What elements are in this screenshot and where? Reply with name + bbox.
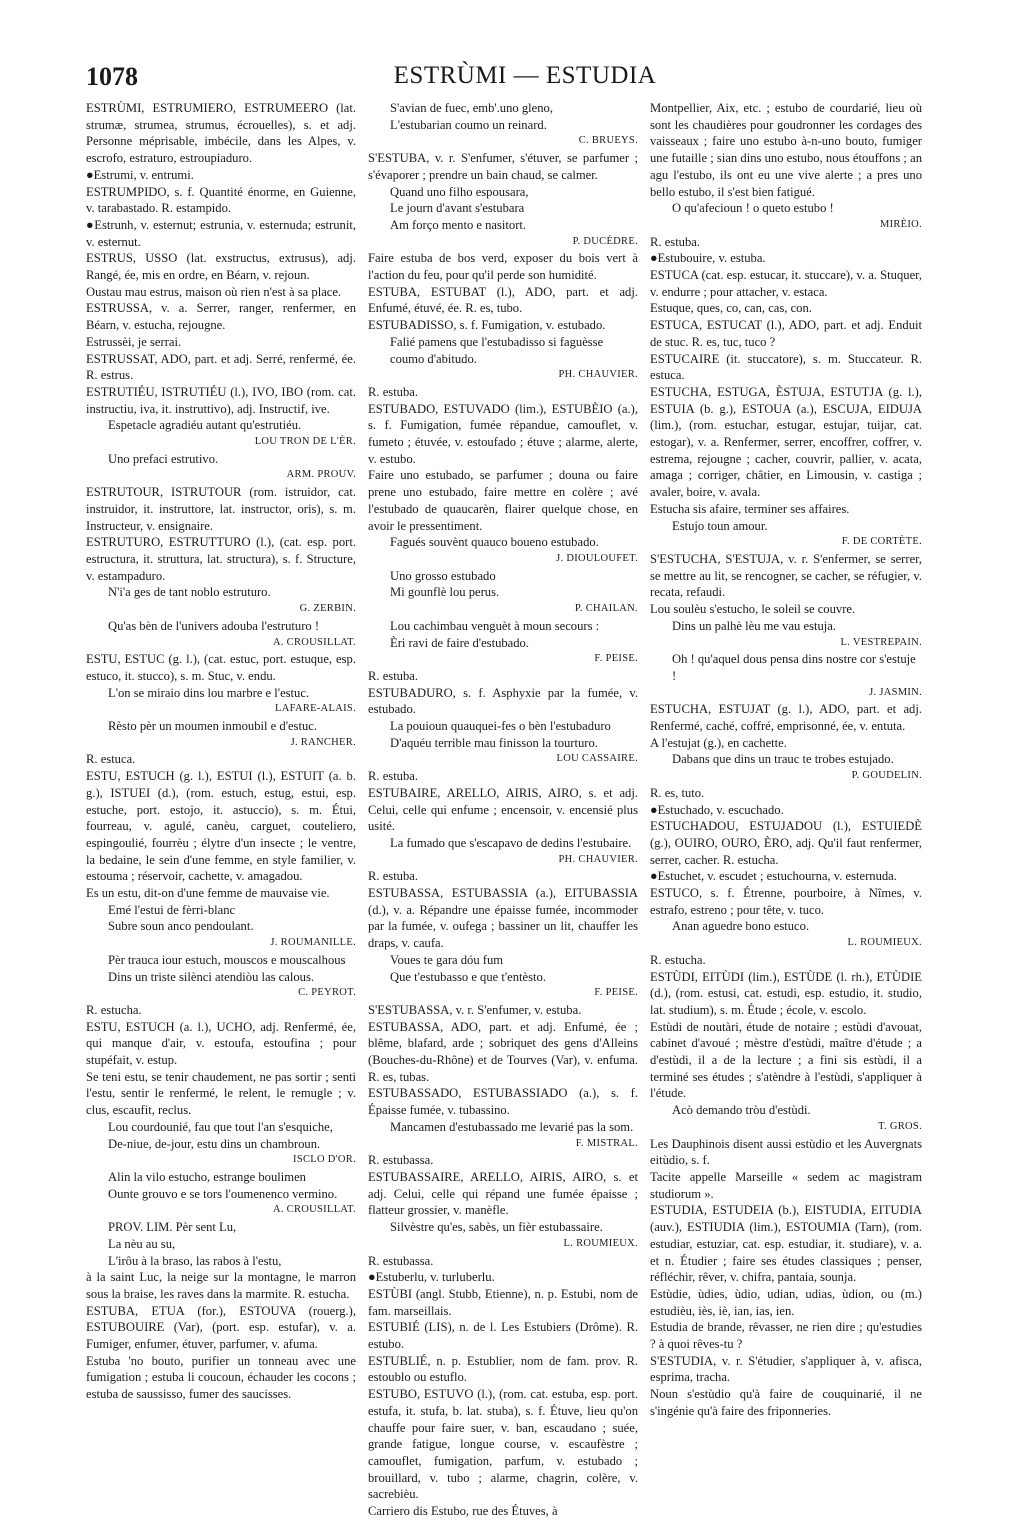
dictionary-entry: R. estuba. xyxy=(368,384,419,399)
dictionary-entry: ESTUBA, ESTUBAT (l.), ADO, part. et adj. Enfumé, étuvé, ée. R. es, tubo. xyxy=(368,284,638,316)
dictionary-entry: ESTUBA, ETUA (for.), ESTOUVA (rouerg.), ESTUBOUIRE (Var), (port. esp. estufar), v. a. Fumiger, enfumer, étuver, parfumer, v. afuma. xyxy=(86,1303,356,1352)
dictionary-entry: ESTUBADISSO, s. f. Fumigation, v. estubado. xyxy=(368,318,606,333)
verse-quote: D'aquéu terrible mau finisson la tourturo. xyxy=(390,735,598,750)
dictionary-entry: A l'estujat (g.), en cachette. xyxy=(650,735,787,750)
quote-attribution: A. CROUSILLAT. xyxy=(272,636,356,648)
verse-quote: Qu'as bèn de l'univers adouba l'estruturo ! xyxy=(108,618,320,633)
quote-attribution: F. DE CORTÈTE. xyxy=(841,536,922,548)
dictionary-entry: Estudia de brande, rêvasser, ne rien dire ; qu'estudies ? à quoi rêves-tu ? xyxy=(650,1320,922,1352)
dictionary-entry: ●Estubouire, v. estuba. xyxy=(650,251,766,266)
verse-quote: Dins un palhè lèu me vau estuja. xyxy=(672,618,837,633)
verse-quote: Mancamen d'estubassado me levarié pas la som. xyxy=(390,1119,634,1134)
verse-quote: Quand uno filho espousara, xyxy=(390,184,529,199)
dictionary-entry: R. estuba. xyxy=(368,668,419,683)
verse-quote: Emé l'estui de fèrri-blanc xyxy=(108,902,236,917)
verse-quote: Èri ravi de faire d'estubado. xyxy=(390,635,529,650)
dictionary-entry: ESTUCHADOU, ESTUJADOU (l.), ESTUIEDÈ (g.), OUIRO, OURO, ÈRO, adj. Qu'il faut renfermer, serrer, cacher. R. estucha. xyxy=(650,819,922,867)
verse-quote: L'on se miraio dins lou marbre e l'estuc. xyxy=(108,685,310,700)
quote-attribution: C. PEYROT. xyxy=(298,987,356,999)
dictionary-entry: ●Estrunh, v. esternut; estrunia, v. esternuda; estrunit, v. esternut. xyxy=(86,217,356,249)
dictionary-entry: ESTU, ESTUCH (a. l.), UCHO, adj. Renfermé, ée, qui manque d'air, v. estoufa, estoufina ; pour stupéfait, v. estup. xyxy=(86,1019,356,1068)
dictionary-entry: ●Estuchet, v. escudet ; estuchourna, v. esternuda. xyxy=(650,869,897,884)
dictionary-entry: ESTUCAIRE (it. stuccatore), s. m. Stuccateur. R. estuca. xyxy=(650,351,922,383)
quote-attribution: F. PEISE. xyxy=(594,653,638,665)
verse-quote: Pèr trauca iour estuch, mouscos e mouscalhous xyxy=(108,952,346,967)
dictionary-entry: ESTU, ESTUCH (g. l.), ESTUI (l.), ESTUIT (a. b. g.), ISTUEI (d.), (rom. estuch, estug, estui, esp. estuche, port. estojo, it. astuccio), s. m. Étui, fourreau, v. agulé, canèu, carguet, couteliero, espingoulié, fourrèu ; élytre d'un insecte ; le ventre, la bedaine, le sein d'une femme, en style familier, v. estouma ; réservoir, cachette, v. amagadou. xyxy=(86,769,356,884)
dictionary-entry: ESTUBAIRE, ARELLO, AIRIS, AIRO, s. et adj. Celui, celle qui enfume ; encensoir, v. encensié plus usité. xyxy=(368,785,638,834)
quote-attribution: LOU TRON DE L'ÈR. xyxy=(254,436,356,448)
dictionary-entry: ESTUBLIÉ, n. p. Estublier, nom de fam. prov. R. estoublo ou estuflo. xyxy=(368,1353,638,1385)
dictionary-entry: ESTUDIA, ESTUDEIA (b.), EISTUDIA, EITUDIA (auv.), ESTIUDIA (lim.), ESTOUMIA (Tarn), (rom. estudiar, estuziar, cat. esp. estudiar, it. studiare), v. a. et n. Étudier ; faire ses études classiques ; penser, réfléchir, rêver, v. chifra, pantaia, sounja. xyxy=(650,1203,922,1285)
dictionary-entry: ESTUBASSA, ADO, part. et adj. Enfumé, ée ; blême, blafard, arde ; sobriquet des gens d'Alleins (Bouches-du-Rhône) et de Tourves (Var), v. enfuma. R. es, tubas. xyxy=(368,1019,638,1084)
quote-attribution: L. ROUMIEUX. xyxy=(847,937,922,949)
dictionary-entry: Faire estuba de bos verd, exposer du bois vert à l'action du feu, pour qu'il perde son humidité. xyxy=(368,251,638,283)
column-right xyxy=(650,100,922,1420)
column-left xyxy=(86,100,356,1403)
verse-quote: Fagués souvènt quauco boueno estubado. xyxy=(390,535,599,550)
verse-quote: Subre soun anco pendoulant. xyxy=(108,919,254,934)
quote-attribution: ISCLO D'OR. xyxy=(293,1154,356,1166)
verse-quote: Silvèstre qu'es, sabès, un fièr estubassaire. xyxy=(390,1220,603,1235)
verse-quote: La fumado que s'escapavo de dedins l'estubaire. xyxy=(390,835,632,850)
dictionary-entry: ESTUCA, ESTUCAT (l.), ADO, part. et adj. Enduit de stuc. R. es, tuc, tuco ? xyxy=(650,318,922,349)
dictionary-entry: Estùdie, ùdies, ùdio, udian, udias, ùdion, ou (m.) estudièu, iès, iè, ian, ias, ien. xyxy=(650,1286,922,1318)
verse-quote: L'irôu à la braso, las rabos à l'estu, xyxy=(108,1253,282,1268)
verse-quote: Voues te gara dóu fum xyxy=(390,952,504,967)
dictionary-entry: ●Estuberlu, v. turluberlu. xyxy=(368,1270,495,1285)
verse-quote: Am forço mento e nasitort. xyxy=(390,217,527,232)
dictionary-entry: R. estuca. xyxy=(86,752,136,767)
dictionary-entry: Es un estu, dit-on d'une femme de mauvaise vie. xyxy=(86,886,330,901)
dictionary-entry: ESTUBASSADO, ESTUBASSIADO (a.), s. f. Épaisse fumée, v. tubassino. xyxy=(368,1086,638,1118)
verse-quote: N'i'a ges de tant noblo estruturo. xyxy=(108,585,271,600)
verse-quote: La nèu au su, xyxy=(108,1236,176,1251)
dictionary-entry: R. estuba. xyxy=(650,234,701,249)
quote-attribution: MIRÈIO. xyxy=(879,218,922,230)
dictionary-entry: Estucha sis afaire, terminer ses affaires. xyxy=(650,501,850,516)
verse-quote: Le journ d'avant s'estubara xyxy=(390,201,525,216)
dictionary-entry: ESTUBIÉ (LIS), n. de l. Les Estubiers (Drôme). R. estubo. xyxy=(368,1320,638,1352)
dictionary-entry: Les Dauphinois disent aussi estùdio et les Auvergnats eitùdio, s. f. xyxy=(650,1136,922,1168)
running-head: ESTRÙMI — ESTUDIA xyxy=(393,62,657,89)
quote-attribution: LOU CASSAIRE. xyxy=(556,753,638,765)
quote-attribution: L. VESTREPAIN. xyxy=(840,636,922,648)
verse-quote: Lou courdounié, fau que tout l'an s'esquiche, xyxy=(108,1119,333,1134)
verse-quote: PROV. LIM. Pèr sent Lu, xyxy=(108,1220,237,1235)
dictionary-entry: S'ESTUCHA, S'ESTUJA, v. r. S'enfermer, se serrer, se mettre au lit, se rencogner, se cacher, se réfugier, v. recata, refaudi. xyxy=(650,551,922,600)
quote-attribution: T. GROS. xyxy=(878,1120,922,1132)
dictionary-entry: ESTUBADO, ESTUVADO (lim.), ESTUBÈIO (a.), s. f. Fumigation, fumée répandue, camouflet, v. fumeto ; étuvée, v. estoufado ; étuve ; alarme, alerte, v. estubo. xyxy=(368,401,638,466)
page-header xyxy=(86,62,964,96)
dictionary-entry: ESTRUS, USSO (lat. exstructus, extrusus), adj. Rangé, ée, mis en ordre, en Béarn, v. rejoun. xyxy=(86,251,356,283)
quote-attribution: LAFARE-ALAIS. xyxy=(275,703,356,715)
verse-quote: Uno grosso estubado xyxy=(390,568,496,583)
dictionary-entry: ESTRUSSAT, ADO, part. et adj. Serré, renfermé, ée. R. estrus. xyxy=(86,351,356,383)
quote-attribution: PH. CHAUVIER. xyxy=(558,369,638,381)
dictionary-entry: Estùdi de noutàri, étude de notaire ; estùdi d'avouat, cabinet d'avoué ; mèstre d'estùdi, maître d'étude ; a d'estùdi, il a de la lecture ; a fini sis estùdi, il a terminé ses études ; s'atèndre à l'estùdi, s'appliquer à l'étude. xyxy=(650,1019,922,1101)
dictionary-entry: Lou soulèu s'estucho, le soleil se couvre. xyxy=(650,602,856,617)
verse-quote: Estujo toun amour. xyxy=(672,518,768,533)
dictionary-entry: Estuque, ques, co, can, cas, con. xyxy=(650,301,812,316)
dictionary-entry: R. estubassa. xyxy=(368,1153,434,1168)
quote-attribution: P. GOUDELIN. xyxy=(851,770,922,782)
dictionary-entry: ●Estuchado, v. escuchado. xyxy=(650,802,784,817)
dictionary-entry: ESTUBADURO, s. f. Asphyxie par la fumée, v. estubado. xyxy=(368,685,638,717)
dictionary-entry: R. es, tuto. xyxy=(650,785,705,800)
quote-attribution: P. CHAILAN. xyxy=(574,603,638,615)
verse-quote: Rèsto pèr un moumen inmoubil e d'estuc. xyxy=(108,719,317,734)
dictionary-entry: S'ESTUBA, v. r. S'enfumer, s'étuver, se parfumer ; s'évaporer ; prendre un bain chaud, se calmer. xyxy=(368,151,638,182)
dictionary-entry: S'ESTUDIA, v. r. S'étudier, s'appliquer à, v. afisca, esprima, tracha. xyxy=(650,1353,922,1385)
dictionary-entry: ESTUCHA, ESTUJAT (g. l.), ADO, part. et adj. Renfermé, caché, coffré, emprisonné, ée, v. entuta. xyxy=(650,702,922,734)
dictionary-entry: Noun s'estùdio qu'à faire de couquinarié, il ne s'ingénie qu'à faire des friponneries. xyxy=(650,1387,922,1418)
dictionary-entry: ESTRÙMI, ESTRUMIERO, ESTRUMEERO (lat. strumæ, strumea, strumus, écrouelles), s. et adj. Personne méprisable, imbécile, dans les Alpes, v. escrofo, estraturo, estroupiaduro. xyxy=(86,101,356,166)
dictionary-entry: Estuba 'no bouto, purifier un tonneau avec une fumigation ; estuba li coucoun, échauder les cocons ; estuba de saussisso, fumer des saucisses. xyxy=(86,1353,356,1402)
dictionary-entry: ESTRUTOUR, ISTRUTOUR (rom. istruidor, cat. instruidor, it. instruttore, lat. instructor, oris), s. m. Instructeur, v. ensignaire. xyxy=(86,485,356,533)
verse-quote: Acò demando tròu d'estùdi. xyxy=(672,1103,811,1118)
dictionary-entry: Estrussèi, je serrai. xyxy=(86,334,182,349)
dictionary-entry: Carriero dis Estubo, rue des Étuves, à xyxy=(368,1504,558,1519)
dictionary-entry: S'ESTUBASSA, v. r. S'enfumer, v. estuba. xyxy=(368,1002,582,1017)
quote-attribution: F. PEISE. xyxy=(594,987,638,999)
dictionary-entry: R. estuba. xyxy=(368,769,419,784)
verse-quote: Uno prefaci estrutivo. xyxy=(108,451,219,466)
dictionary-entry: ESTUCA (cat. esp. estucar, it. stuccare), v. a. Stuquer, v. endurre ; pour attacher, v. estaca. xyxy=(650,268,922,299)
quote-attribution: J. DIOULOUFET. xyxy=(556,552,638,564)
dictionary-entry: R. estucha. xyxy=(86,1002,142,1017)
dictionary-entry: Oustau mau estrus, maison où rien n'est à sa place. xyxy=(86,284,342,299)
dictionary-entry: Montpellier, Aix, etc. ; estubo de courdarié, lieu où sont les chaudières pour goudronner les cordages des vaisseaux ; faire uno estubo à-n-uno bouto, fumiger une futaille ; sian dins uno estubo, nous étouffons ; an agu l'estubo, ils ont eu une vive alerte ; a pres uno bello estubo, il s'est bien fatigué. xyxy=(650,101,922,199)
verse-quote: Lou cachimbau venguèt à moun secours : xyxy=(390,618,600,633)
verse-quote: Falié pamens que l'estubadisso si faguèsse coumo d'abitudo. xyxy=(390,334,604,366)
dictionary-entry: ESTRUMPIDO, s. f. Quantité énorme, en Guienne, v. tarabastado. R. estampido. xyxy=(86,184,356,216)
quote-attribution: J. ROUMANILLE. xyxy=(270,937,356,949)
quote-attribution: F. MISTRAL. xyxy=(575,1137,638,1149)
quote-attribution: C. BRUEYS. xyxy=(578,135,638,147)
verse-quote: Que t'estubasso e que t'entèsto. xyxy=(390,969,546,984)
verse-quote: L'estubarian coumo un reinard. xyxy=(390,117,547,132)
verse-quote: La pouioun quauquei-fes o bèn l'estubaduro xyxy=(390,719,611,734)
quote-attribution: G. ZERBIN. xyxy=(299,603,356,615)
dictionary-entry: R. estubassa. xyxy=(368,1253,434,1268)
dictionary-entry: ESTUCO, s. f. Étrenne, pourboire, à Nîmes, v. estrafo, estreno ; pour tête, v. tuco. xyxy=(650,886,922,917)
dictionary-entry: ESTUCHA, ESTUGA, ÈSTUJA, ESTUTJA (g. l.), ESTUIA (b. g.), ESTOUA (a.), ESCUJA, EIDUJA (lim.), (rom. estuchar, estugar, estujar, tuijar, cat. estogar), v. a. Renfermer, serrer, encoffrer, coffrer, v. estrema, rejougne ; cacher, couvrir, pallier, v. acata, amaga ; corriger, châtier, en Limousin, v. castiga ; avaler, boire, v. avala. xyxy=(650,384,922,500)
verse-quote: Espetacle agradiéu autant qu'estrutiéu. xyxy=(108,418,302,433)
verse-quote: Dabans que dins un trauc te trobes estujado. xyxy=(672,752,894,767)
verse-quote: Alin la vilo estucho, estrange boulimen xyxy=(108,1170,306,1184)
dictionary-entry: Se teni estu, se tenir chaudement, ne pas sortir ; senti l'estu, sentir le renfermé, le relent, le remugle ; v. clus, escaufit, reclus. xyxy=(86,1069,356,1118)
quote-attribution: J. JASMIN. xyxy=(869,686,922,698)
dictionary-entry: ESTRUSSA, v. a. Serrer, ranger, renfermer, en Béarn, v. estucha, rejougne. xyxy=(86,301,356,333)
quote-attribution: PH. CHAUVIER. xyxy=(558,853,638,865)
dictionary-entry: ESTÙDI, EITÙDI (lim.), ESTÙDE (l. rh.), ETÙDIE (d.), (rom. estusi, cat. estudi, esp. estudio, it. studio, lat. studium), s. m. Étude ; école, v. escolo. xyxy=(650,969,922,1017)
dictionary-entry: ESTRUTIÉU, ISTRUTIÉU (l.), IVO, IBO (rom. cat. instructiu, iva, it. instruttivo), adj. Instructif, ive. xyxy=(86,384,356,416)
verse-quote: O qu'afecioun ! o queto estubo ! xyxy=(672,201,834,216)
dictionary-entry: Tacite appelle Marseille « sedem ac magistram studiorum ». xyxy=(650,1170,922,1201)
dictionary-entry: ESTU, ESTUC (g. l.), (cat. estuc, port. estuque, esp. estuco, it. stucco), s. m. Stuc, v. endu. xyxy=(86,652,356,683)
page-number: 1078 xyxy=(86,62,138,91)
column-middle xyxy=(368,100,638,1520)
verse-quote: Dins un triste silènci atendiòu las calous. xyxy=(108,969,315,984)
dictionary-entry: ESTÙBI (angl. Stubb, Etienne), n. p. Estubi, nom de fam. marseillais. xyxy=(368,1286,638,1318)
quote-attribution: L. ROUMIEUX. xyxy=(563,1237,638,1249)
quote-attribution: J. RANCHER. xyxy=(290,736,356,748)
dictionary-entry: ●Estrumi, v. entrumi. xyxy=(86,167,194,182)
verse-quote: Ounte grouvo e se tors l'oumenenco vermino. xyxy=(108,1186,338,1201)
quote-attribution: ARM. PROUV. xyxy=(286,469,356,481)
dictionary-entry: R. estuba. xyxy=(368,869,419,884)
dictionary-entry: à la saint Luc, la neige sur la montagne, le marron sous la braise, les raves dans la marmite. R. estucha. xyxy=(86,1270,356,1301)
dictionary-entry: ESTRUTURO, ESTRUTTURO (l.), (cat. esp. port. estructura, it. struttura, lat. structura), s. f. Structure, v. estampaduro. xyxy=(86,535,356,583)
dictionary-entry: Faire uno estubado, se parfumer ; douna ou faire prene uno estubado, faire mettre en colère ; avé l'estubado de quaucarèn, flairer quelque chose, en avoir le pressentiment. xyxy=(368,468,638,533)
dictionary-entry: ESTUBASSAIRE, ARELLO, AIRIS, AIRO, s. et adj. Celui, celle qui répand une fumée épaisse ; flatteur grossier, v. manèfle. xyxy=(368,1170,638,1218)
verse-quote: Oh ! qu'aquel dous pensa dins nostre cor s'estuje ! xyxy=(672,652,916,683)
verse-quote: Mi gounflè lou perus. xyxy=(390,585,500,600)
dictionary-entry: ESTUBASSA, ESTUBASSIA (a.), EITUBASSIA (d.), v. a. Répandre une épaisse fumée, incommoder par la fumée, v. oufega ; bassiner un lit, chauffer les draps, v. caufa. xyxy=(368,886,638,951)
verse-quote: S'avian de fuec, emb'.uno gleno, xyxy=(390,101,553,115)
dictionary-entry: ESTUBO, ESTUVO (l.), (rom. cat. estuba, esp. port. estufa, it. stufa, b. lat. stuba), s. f. Étuve, lieu qu'on chauffe pour faire suer, v. ban, escaudano ; suée, grande fatigue, longue course, v. escaufèstre ; camouflet, fumigation, parfum, v. estubado ; brouillard, v. tubo ; alarme, chagrin, colère, v. sacrebièu. xyxy=(368,1387,638,1502)
verse-quote: De-niue, de-jour, estu dins un chambroun. xyxy=(108,1136,321,1151)
quote-attribution: P. DUCÉDRE. xyxy=(572,235,638,247)
verse-quote: Anan aguedre bono estuco. xyxy=(672,919,810,934)
quote-attribution: A. CROUSILLAT. xyxy=(272,1204,356,1216)
dictionary-entry: R. estucha. xyxy=(650,952,706,967)
